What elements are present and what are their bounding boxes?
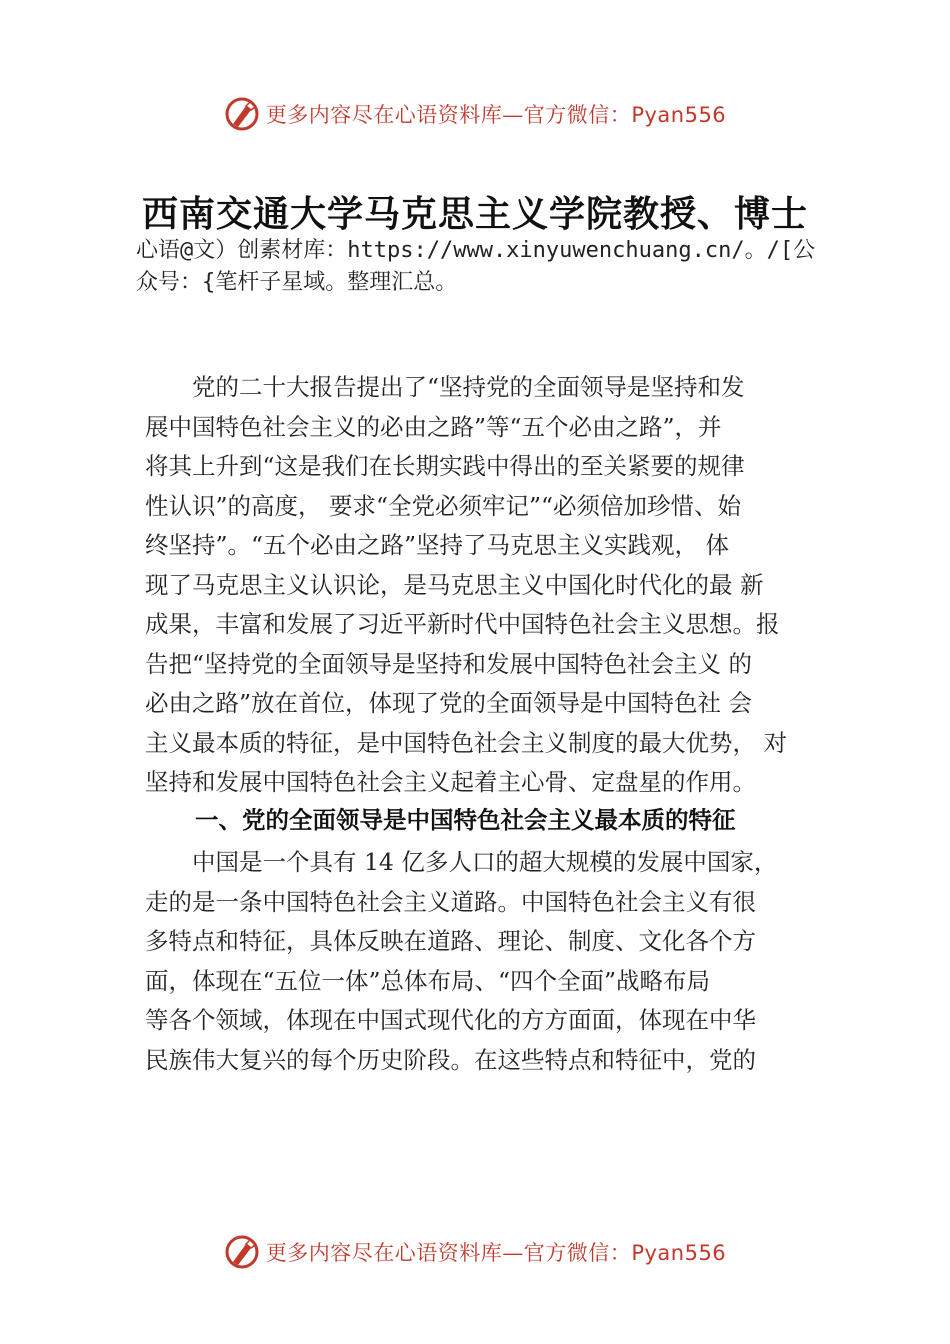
source-note-line: 心语@文）创素材库：https://www.xinyuwenchuang.cn/。/[公 — [136, 238, 816, 263]
text-line: 终坚持”。“五个必由之路”坚持了马克思主义实践观， 体 — [145, 531, 730, 559]
text-line: 多特点和特征，具体反映在道路、理论、制度、文化各个方 — [145, 927, 756, 955]
text-line: 坚持和发展中国特色社会主义起着主心骨、定盘星的作用。 — [145, 768, 756, 796]
banner-label: 更多内容尽在心语资料库—官方微信： — [265, 103, 632, 127]
footer-banner — [0, 1232, 950, 1272]
pen-nib-logo-icon — [224, 96, 260, 132]
wechat-id: Pyan556 — [631, 103, 727, 127]
text-line: 走的是一条中国特色社会主义道路。中国特色社会主义有很 — [145, 887, 756, 916]
pen-nib-logo-icon — [224, 1234, 260, 1270]
section-heading: 一、党的全面领导是中国特色社会主义最本质的特征 — [195, 806, 736, 834]
source-note-line: 众号：{笔杆子星域。整理汇总。 — [136, 270, 458, 295]
text-line: 必由之路”放在首位，体现了党的全面领导是中国特色社 会 — [145, 689, 752, 717]
text-line: 现了马克思主义认识论，是马克思主义中国化时代化的最 新 — [145, 570, 764, 599]
banner-label: 更多内容尽在心语资料库—官方微信： — [265, 1241, 632, 1265]
text-line: 展中国特色社会主义的必由之路”等“五个必由之路”，并 — [145, 412, 722, 441]
text-line: 党的二十大报告提出了“坚持党的全面领导是坚持和发 — [145, 373, 745, 401]
text-line: 将其上升到“这是我们在长期实践中得出的至关紧要的规律 — [145, 452, 745, 480]
document-title: 西南交通大学马克思主义学院教授、博士 — [141, 193, 808, 235]
text-line: 等各个领域，体现在中国式现代化的方方面面，体现在中华 — [145, 1006, 756, 1034]
paragraph-2 — [145, 843, 845, 1080]
text-line: 中国是一个具有 14 亿多人口的超大规模的发展中国家， — [145, 848, 778, 876]
banner-text — [266, 1237, 726, 1267]
wechat-id: Pyan556 — [631, 1241, 727, 1265]
text-line: 性认识”的高度， 要求“全党必须牢记”“必须倍加珍惜、始 — [145, 491, 742, 520]
banner-text — [266, 99, 726, 129]
text-line: 主义最本质的特征，是中国特色社会主义制度的最大优势， 对 — [145, 728, 787, 757]
text-line: 告把“坚持党的全面领导是坚持和发展中国特色社会主义 的 — [145, 649, 752, 678]
text-line: 民族伟大复兴的每个历史阶段。在这些特点和特征中，党的 — [145, 1045, 756, 1074]
text-line: 面，体现在“五位一体”总体布局、“四个全面”战略布局 — [145, 966, 711, 995]
text-line: 成果，丰富和发展了习近平新时代中国特色社会主义思想。报 — [145, 610, 780, 638]
header-banner — [0, 94, 950, 134]
source-note — [136, 235, 836, 299]
paragraph-1 — [145, 368, 845, 803]
